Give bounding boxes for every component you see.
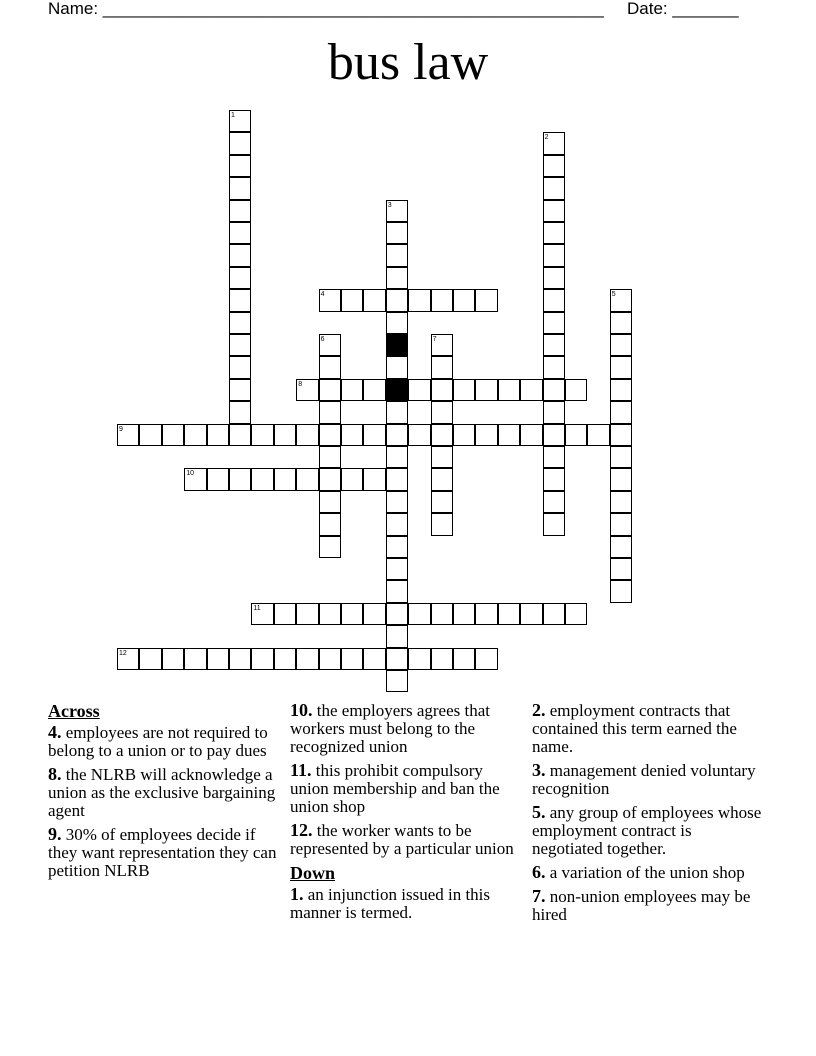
- grid-cell[interactable]: [319, 648, 341, 670]
- grid-cell[interactable]: [229, 334, 251, 356]
- grid-cell[interactable]: [363, 468, 385, 490]
- grid-cell[interactable]: [408, 379, 430, 401]
- grid-cell[interactable]: [543, 177, 565, 199]
- grid-cell[interactable]: [610, 424, 632, 446]
- down-heading: Down: [290, 863, 336, 883]
- grid-cell[interactable]: [431, 379, 453, 401]
- across-heading: Across: [48, 701, 100, 721]
- grid-cell[interactable]: [229, 177, 251, 199]
- grid-cell[interactable]: [498, 424, 520, 446]
- grid-cell[interactable]: [543, 491, 565, 513]
- clue-number-7: 7: [432, 336, 437, 343]
- grid-cell[interactable]: [408, 424, 430, 446]
- clue-number-4: 4: [320, 291, 325, 299]
- grid-cell[interactable]: [475, 424, 497, 446]
- grid-cell[interactable]: [543, 267, 565, 289]
- grid-cell[interactable]: [341, 379, 363, 401]
- clue-number-12: 12: [119, 649, 127, 657]
- date-field-label: Date: _______: [627, 0, 739, 18]
- clue-number-6: 6: [320, 336, 325, 343]
- grid-cell[interactable]: [184, 424, 206, 446]
- grid-cell[interactable]: [543, 200, 565, 222]
- clue-down-1: 1. an injunction issued in this manner is termed.: [290, 884, 491, 922]
- clue-across-8: 8. the NLRB will acknowledge a union as the exclusive bargaining agent: [48, 764, 276, 820]
- grid-cell[interactable]: [386, 513, 408, 535]
- grid-cell[interactable]: [543, 513, 565, 535]
- grid-cell[interactable]: [475, 289, 497, 311]
- grid-cell[interactable]: [610, 513, 632, 535]
- grid-cell[interactable]: [565, 379, 587, 401]
- grid-cell[interactable]: [543, 244, 565, 266]
- clue-number-8: 8: [298, 380, 303, 388]
- grid-cell[interactable]: [431, 491, 453, 513]
- grid-cell[interactable]: [139, 424, 161, 446]
- grid-cell[interactable]: [610, 558, 632, 580]
- grid-cell[interactable]: [543, 446, 565, 468]
- black-square: [386, 379, 408, 401]
- grid-cell[interactable]: [408, 289, 430, 311]
- grid-cell[interactable]: [207, 424, 229, 446]
- black-square: [386, 334, 408, 356]
- grid-cell[interactable]: [274, 603, 296, 625]
- clue-down-5: 5. any group of employees whose employment contract is negotiated together.: [532, 802, 762, 858]
- grid-cell[interactable]: [408, 603, 430, 625]
- grid-cell[interactable]: [386, 648, 408, 670]
- grid-cell[interactable]: [431, 446, 453, 468]
- grid-cell[interactable]: [341, 289, 363, 311]
- grid-cell[interactable]: [229, 267, 251, 289]
- grid-cell[interactable]: [610, 401, 632, 423]
- grid-cell[interactable]: [431, 289, 453, 311]
- grid-cell[interactable]: [386, 468, 408, 490]
- grid-cell[interactable]: [386, 289, 408, 311]
- grid-cell[interactable]: [520, 603, 542, 625]
- clue-across-10: 10. the employers agrees that workers must belong to the recognized union: [290, 700, 490, 756]
- grid-cell[interactable]: [319, 536, 341, 558]
- clue-number-1: 1: [231, 112, 235, 119]
- grid-cell[interactable]: [453, 603, 475, 625]
- grid-cell[interactable]: [341, 648, 363, 670]
- grid-cell[interactable]: [520, 379, 542, 401]
- grid-cell[interactable]: [386, 446, 408, 468]
- clue-number-3: 3: [387, 201, 392, 209]
- grid-cell[interactable]: [610, 446, 632, 468]
- grid-cell[interactable]: [543, 424, 565, 446]
- grid-cell[interactable]: [453, 379, 475, 401]
- grid-cell[interactable]: [431, 468, 453, 490]
- grid-cell[interactable]: [341, 424, 363, 446]
- grid-cell[interactable]: [386, 267, 408, 289]
- grid-cell[interactable]: [319, 513, 341, 535]
- grid-cell[interactable]: [229, 401, 251, 423]
- grid-cell[interactable]: [363, 648, 385, 670]
- grid-cell[interactable]: [498, 603, 520, 625]
- grid-cell[interactable]: [363, 379, 385, 401]
- grid-cell[interactable]: [543, 334, 565, 356]
- grid-cell[interactable]: [386, 491, 408, 513]
- clue-across-4: 4. employees are not required to belong to a union or to pay dues: [48, 722, 268, 760]
- grid-cell[interactable]: [319, 603, 341, 625]
- grid-cell[interactable]: [610, 468, 632, 490]
- grid-cell[interactable]: [453, 424, 475, 446]
- grid-cell[interactable]: [431, 513, 453, 535]
- grid-cell[interactable]: [475, 648, 497, 670]
- clue-down-3: 3. management denied voluntary recognition: [532, 760, 756, 798]
- grid-cell[interactable]: [319, 468, 341, 490]
- grid-cell[interactable]: [274, 468, 296, 490]
- grid-cell[interactable]: [363, 289, 385, 311]
- grid-cell[interactable]: [610, 536, 632, 558]
- grid-cell[interactable]: [229, 155, 251, 177]
- clue-number-11: 11: [253, 604, 261, 612]
- clue-column-1: [48, 701, 280, 885]
- clue-down-7: 7. non-union employees may be hired: [532, 886, 751, 924]
- grid-cell[interactable]: [431, 648, 453, 670]
- grid-cell[interactable]: [386, 603, 408, 625]
- puzzle-title: bus law: [327, 34, 489, 91]
- clue-number-10: 10: [186, 470, 194, 478]
- grid-cell[interactable]: [543, 312, 565, 334]
- name-field-label: Name: _____________________________________________________: [48, 0, 604, 18]
- grid-cell[interactable]: [296, 424, 318, 446]
- grid-cell[interactable]: [386, 536, 408, 558]
- grid-cell[interactable]: [341, 468, 363, 490]
- grid-cell[interactable]: [229, 648, 251, 670]
- grid-cell[interactable]: [610, 379, 632, 401]
- grid-cell[interactable]: [431, 424, 453, 446]
- grid-cell[interactable]: [610, 491, 632, 513]
- grid-cell[interactable]: [386, 625, 408, 647]
- grid-cell[interactable]: [431, 603, 453, 625]
- grid-cell[interactable]: [363, 424, 385, 446]
- grid-cell[interactable]: [386, 558, 408, 580]
- grid-cell[interactable]: [274, 424, 296, 446]
- clue-down-6: 6. a variation of the union shop: [532, 862, 745, 882]
- grid-cell[interactable]: [520, 424, 542, 446]
- clue-column-3: [532, 701, 764, 929]
- grid-cell[interactable]: [229, 356, 251, 378]
- grid-cell[interactable]: [565, 603, 587, 625]
- grid-cell[interactable]: [543, 379, 565, 401]
- clue-down-2: 2. employment contracts that contained this term earned the name.: [532, 700, 737, 756]
- grid-cell[interactable]: [386, 244, 408, 266]
- grid-cell[interactable]: [543, 289, 565, 311]
- grid-cell[interactable]: [610, 312, 632, 334]
- grid-cell[interactable]: [453, 289, 475, 311]
- grid-cell[interactable]: [319, 424, 341, 446]
- grid-cell[interactable]: [229, 244, 251, 266]
- grid-cell[interactable]: [229, 379, 251, 401]
- grid-cell[interactable]: [251, 424, 273, 446]
- grid-cell[interactable]: [431, 356, 453, 378]
- grid-cell[interactable]: [408, 648, 430, 670]
- grid-cell[interactable]: [251, 648, 273, 670]
- grid-cell[interactable]: [162, 424, 184, 446]
- grid-cell[interactable]: [207, 468, 229, 490]
- grid-cell[interactable]: [431, 401, 453, 423]
- grid-cell[interactable]: [229, 289, 251, 311]
- grid-cell[interactable]: [341, 603, 363, 625]
- clue-number-2: 2: [544, 134, 549, 142]
- grid-cell[interactable]: [319, 379, 341, 401]
- clue-across-12: 12. the worker wants to be represented by a particular union: [290, 820, 514, 858]
- grid-cell[interactable]: [319, 356, 341, 378]
- clue-number-5: 5: [611, 291, 616, 299]
- grid-cell[interactable]: [229, 424, 251, 446]
- grid-cell[interactable]: [543, 468, 565, 490]
- grid-cell[interactable]: [565, 424, 587, 446]
- clue-across-11: 11. this prohibit compulsory union membership and ban the union shop: [290, 760, 500, 816]
- grid-cell[interactable]: [207, 648, 229, 670]
- grid-cell[interactable]: [319, 401, 341, 423]
- grid-cell[interactable]: [229, 222, 251, 244]
- clue-across-9: 9. 30% of employees decide if they want representation they can petition NLRB: [48, 824, 277, 880]
- grid-cell[interactable]: [610, 580, 632, 602]
- grid-cell[interactable]: [475, 603, 497, 625]
- grid-cell[interactable]: [363, 603, 385, 625]
- grid-cell[interactable]: [543, 155, 565, 177]
- grid-cell[interactable]: [274, 648, 296, 670]
- grid-cell[interactable]: [386, 670, 408, 692]
- grid-cell[interactable]: [543, 356, 565, 378]
- grid-cell[interactable]: [251, 468, 273, 490]
- grid-cell[interactable]: [319, 491, 341, 513]
- grid-cell[interactable]: [453, 648, 475, 670]
- grid-cell[interactable]: [229, 200, 251, 222]
- grid-cell[interactable]: [475, 379, 497, 401]
- grid-cell[interactable]: [386, 401, 408, 423]
- grid-cell[interactable]: [610, 334, 632, 356]
- grid-cell[interactable]: [386, 312, 408, 334]
- grid-cell[interactable]: [386, 222, 408, 244]
- grid-cell[interactable]: [610, 356, 632, 378]
- grid-cell[interactable]: [184, 648, 206, 670]
- grid-cell[interactable]: [543, 222, 565, 244]
- grid-cell[interactable]: [229, 468, 251, 490]
- grid-cell[interactable]: [386, 580, 408, 602]
- grid-cell[interactable]: [229, 312, 251, 334]
- clue-column-2: [290, 701, 522, 927]
- grid-cell[interactable]: [296, 648, 318, 670]
- grid-cell[interactable]: [543, 401, 565, 423]
- grid-cell[interactable]: [319, 446, 341, 468]
- grid-cell[interactable]: [386, 424, 408, 446]
- grid-cell[interactable]: [296, 468, 318, 490]
- grid-cell[interactable]: [498, 379, 520, 401]
- grid-cell[interactable]: [543, 603, 565, 625]
- clue-number-9: 9: [119, 425, 123, 433]
- grid-cell[interactable]: [139, 648, 161, 670]
- grid-cell[interactable]: [229, 132, 251, 154]
- grid-cell[interactable]: [296, 603, 318, 625]
- grid-cell[interactable]: [587, 424, 609, 446]
- grid-cell[interactable]: [162, 648, 184, 670]
- grid-cell[interactable]: [386, 356, 408, 378]
